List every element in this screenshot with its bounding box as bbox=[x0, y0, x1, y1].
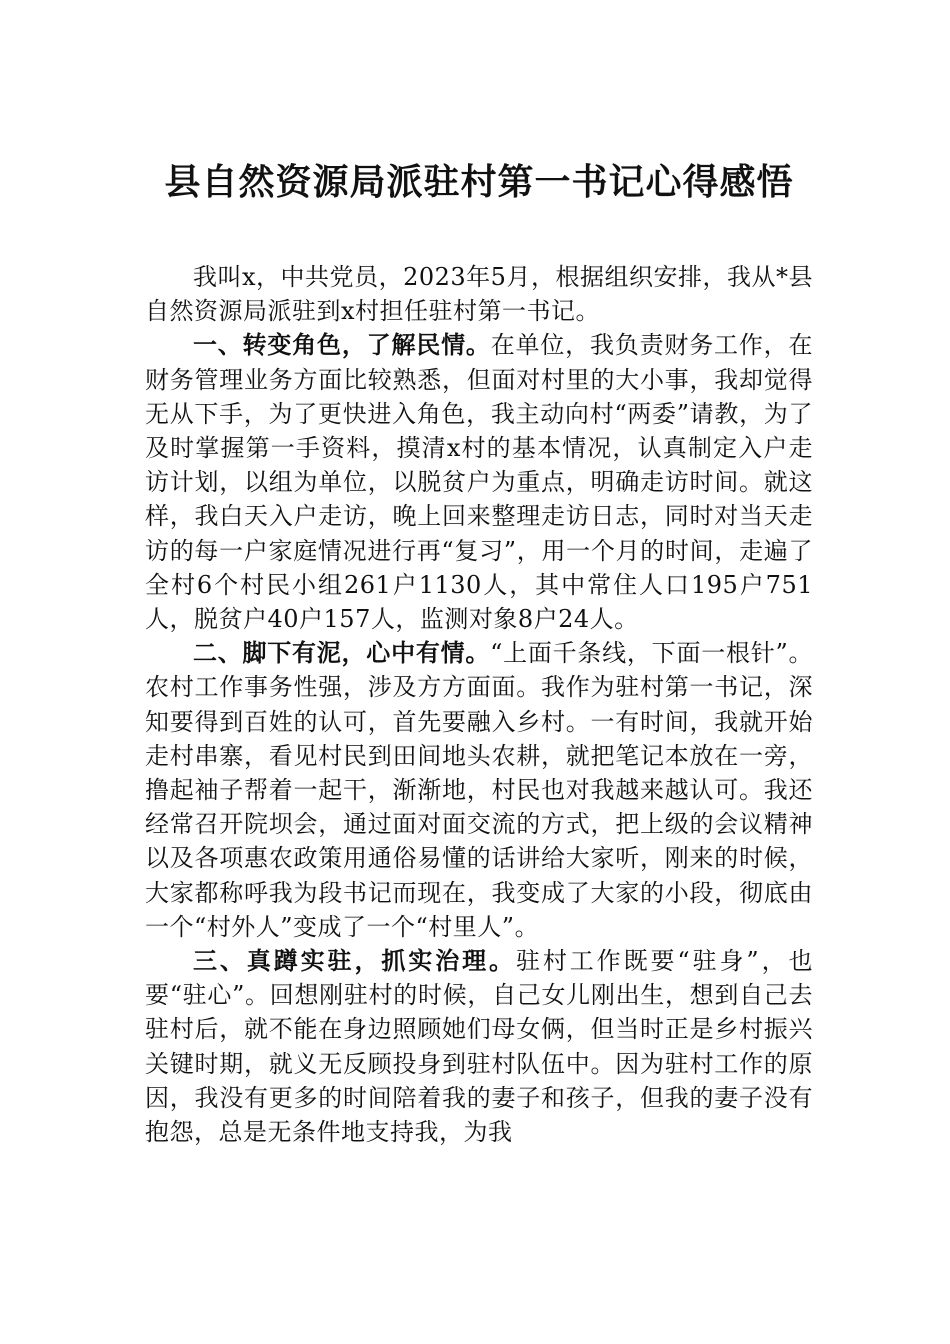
paragraph-text: 我叫x，中共党员，2023年5月，根据组织安排，我从*县自然资源局派驻到x村担任驻村第一书记。 bbox=[145, 263, 813, 326]
paragraph-section-2 bbox=[145, 636, 813, 944]
section-heading: 一、转变角色，了解民情。 bbox=[193, 330, 491, 360]
paragraph-text: 在单位，我负责财务工作，在财务管理业务方面比较熟悉，但面对村里的大小事，我却觉得无从下手，为了更快进入角色，我主动向村“两委”请教，为了及时掌握第一手资料，摸清x村的基本情况，认真制定入户走访计划，以组为单位，以脱贫户为重点，明确走访时间。就这样，我白天入户走访，晚上回来整理走访日志，同时对当天走访的每一户家庭情况进行再“复习”，用一个月的时间，走遍了全村6个村民小组261户1130人，其中常住人口195户751人，脱贫户40户157人，监测对象8户24人。 bbox=[145, 331, 813, 634]
paragraph-text: 驻村工作既要“驻身”，也要“驻心”。回想刚驻村的时候，自己女儿刚出生，想到自己去驻村后，就不能在身边照顾她们母女俩，但当时正是乡村振兴关键时期，就义无反顾投身到驻村队伍中。因为驻村工作的原因，我没有更多的时间陪着我的妻子和孩子，但我的妻子没有抱怨，总是无条件地支持我，为我 bbox=[145, 947, 813, 1147]
paragraph-intro bbox=[145, 260, 813, 328]
paragraph-section-1 bbox=[145, 328, 813, 636]
paragraph-section-3 bbox=[145, 944, 813, 1149]
document-body bbox=[145, 260, 813, 1149]
section-heading: 二、脚下有泥，心中有情。 bbox=[193, 638, 491, 668]
document-page bbox=[145, 150, 813, 1149]
section-heading: 三、真蹲实驻，抓实治理。 bbox=[193, 946, 516, 976]
document-title: 县自然资源局派驻村第一书记心得感悟 bbox=[164, 161, 794, 203]
paragraph-text: “上面千条线，下面一根针”。农村工作事务性强，涉及方方面面。我作为驻村第一书记，深知要得到百姓的认可，首先要融入乡村。一有时间，我就开始走村串寨，看见村民到田间地头农耕，就把笔记本放在一旁，撸起袖子帮着一起干，渐渐地，村民也对我越来越认可。我还经常召开院坝会，通过面对面交流的方式，把上级的会议精神以及各项惠农政策用通俗易懂的话讲给大家听，刚来的时候，大家都称呼我为段书记而现在，我变成了大家的小段，彻底由一个“村外人”变成了一个“村里人”。 bbox=[145, 639, 814, 941]
